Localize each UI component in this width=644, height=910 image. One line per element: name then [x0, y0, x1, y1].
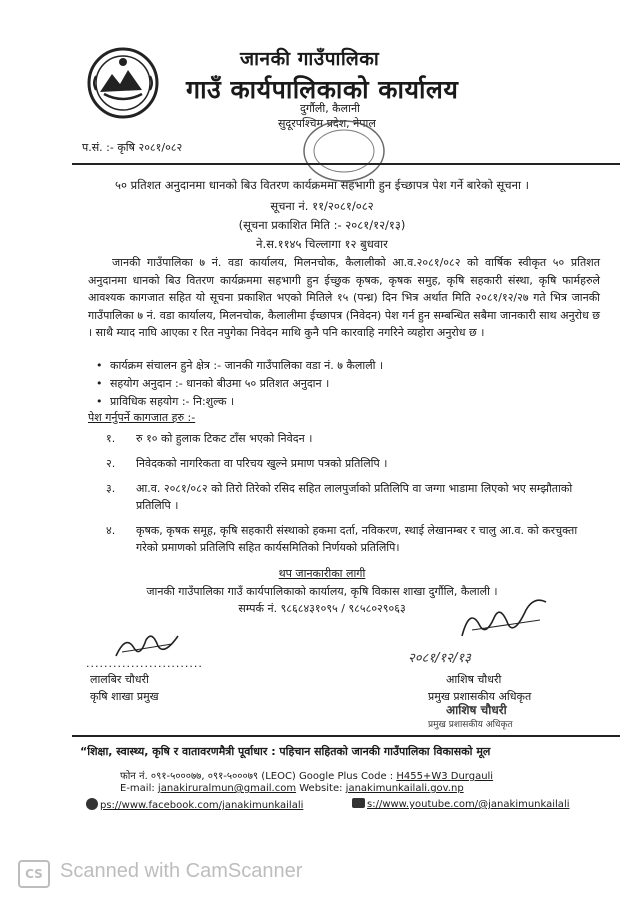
youtube-link[interactable]: s://www.youtube.com/@janakimunkailali: [367, 799, 570, 810]
name-stamp: आशिष चौधरी: [446, 703, 507, 717]
camscanner-logo-icon: CS: [18, 860, 50, 888]
list-item: [106, 430, 596, 447]
nepal-sambat-date: ने.स.११४५ चिल्लागा १२ बुधवार: [256, 237, 388, 251]
notice-subject: ५० प्रतिशत अनुदानमा धानको बिउ वितरण कार्यक्रममा सहभागी हुन ईच्छापत्र पेश गर्ने बारेको सूचना ।: [115, 178, 529, 192]
list-item: • सहयोग अनुदान :- धानको बीउमा ५० प्रतिशत अनुदान ।: [110, 375, 383, 393]
facebook-line: [86, 798, 303, 811]
item-text: आ.व. २०८१/०८२ को तिरो तिरेको रसिद सहित लालपुर्जाको प्रतिलिपि वा जग्गा भाडामा लिएको भए सम्झौताको प्रतिलिपि ।: [136, 482, 573, 512]
list-item: • कार्यक्रम संचालन हुने क्षेत्र :- जानकी गाउँपालिका वडा नं. ७ कैलाली ।: [110, 357, 383, 375]
nepal-emblem-icon: [86, 46, 160, 120]
list-item: [106, 455, 596, 472]
item-number: ४.: [106, 524, 116, 537]
signatory-role-left: कृषि शाखा प्रमुख: [90, 690, 159, 703]
footer-email-line: [120, 783, 464, 794]
facebook-link[interactable]: ps://www.facebook.com/janakimunkailali: [100, 800, 304, 811]
published-date: (सूचना प्रकाशित मिति :- २०८१/१२/१३): [238, 218, 406, 232]
email-label: E-mail:: [120, 783, 155, 794]
address-line-2: सुदूरपश्चिम प्रदेश, नेपाल: [278, 117, 376, 130]
youtube-line: [352, 798, 570, 810]
list-item: • प्राविधिक सहयोग :- नि:शुल्क ।: [110, 393, 383, 411]
signature-date: २०८१/१२/१३: [408, 651, 471, 666]
signature-right-icon: [456, 596, 552, 644]
item-number: २.: [106, 457, 116, 470]
reference-number: प.सं. :- कृषि २०८१/०८२: [82, 141, 183, 154]
website-link[interactable]: janakimunkailali.gov.np: [345, 783, 464, 794]
office-name: गाउँ कार्यपालिकाको कार्यालय: [186, 75, 459, 104]
list-item: [106, 522, 596, 556]
address-line-1: दुर्गौली, कैलानी: [300, 102, 360, 115]
website-label: Website:: [299, 783, 343, 794]
program-details-list: [110, 357, 383, 411]
signatory-name-right: आशिष चौधरी: [446, 673, 502, 686]
email-link[interactable]: janakiruralmun@gmail.com: [157, 783, 297, 794]
item-text: निवेदकको नागरिकता वा परिचय खुल्ने प्रमाण पत्रको प्रतिलिपि ।: [136, 457, 388, 470]
office-address-line: जानकी गाउँपालिका गाउँ कार्यपालिकाको कार्यालय, कृषि विकास शाखा दुर्गौलि, कैलाली ।: [146, 585, 498, 598]
notice-number: सूचना नं. ११/२०८१/०८२: [270, 199, 374, 213]
role-stamp: प्रमुख प्रशासकीय अधिकृत: [428, 720, 513, 730]
documents-heading: पेश गर्नुपर्ने कागजात हरु :-: [88, 411, 196, 424]
signature-line: ..........................: [86, 657, 203, 670]
org-name: जानकी गाउँपालिका: [240, 48, 380, 70]
more-info-heading: थप जानकारीका लागी: [278, 567, 366, 580]
signatory-role-right: प्रमुख प्रशासकीय अधिकृत: [428, 690, 532, 703]
footer-divider: [72, 735, 620, 737]
phone-numbers: फोन नं. ०९१-५०००७७, ०९१-५०००७९ (LEOC) Google Plus Code :: [120, 771, 394, 782]
contact-numbers: सम्पर्क नं. ९८६८४३१०९५ / ९८५८०२९०६३: [238, 602, 406, 615]
footer-slogan: “शिक्षा, स्वास्थ्य, कृषि र वातावरणमैत्री पूर्वाधार : पहिचान सहितको जानकी गाउँपालिका विकासको मूल: [80, 745, 491, 758]
item-text: कृषक, कृषक समूह, कृषि सहकारी संस्थाको हकमा दर्ता, नविकरण, स्थाई लेखानम्बर र चालु आ.व. को करचुक्ता गरेको प्रमाणको प्रतिलिपि सहित कार्यसमितिको निर्णयको प्रतिलिपि।: [136, 524, 578, 554]
youtube-icon: [352, 798, 365, 808]
plus-code: H455+W3 Durgauli: [396, 771, 494, 782]
item-text: रु १० को हुलाक टिकट टाँस भएको निवेदन ।: [136, 432, 313, 445]
list-item: [106, 480, 596, 514]
item-number: ३.: [106, 482, 116, 495]
item-number: १.: [106, 432, 116, 445]
facebook-icon: [86, 798, 98, 810]
camscanner-watermark: Scanned with CamScanner: [60, 860, 303, 882]
signatory-name-left: लालबिर चौधरी: [90, 673, 149, 686]
documents-list: [106, 430, 596, 564]
notice-body: जानकी गाउँपालिका ७ नं. वडा कार्यालय, मिलनचोक, कैलालीको आ.व.२०८१/०८२ को वार्षिक स्वीकृत ५० प्रतिशत अनुदानमा धानको बिउ वितरण कार्यक्रममा सहभागी हुन ईच्छुक कृषक, कृषक समुह, कृषि सहकारी संस्था, कृषि फार्महरुले आवश्यक कागजात सहित यो सूचना प्रकाशित भएको मितिले १५ (पन्ध्र) दिन भित्र अर्थात मिति २०८१/१२/२७ गते भित्र जानकी गाउँपालिका ७ नं. वडा कार्यालय, मिलनचोक, कैलालीमा ईच्छापत्र (निवेदन) पेश गर्न हुन सम्बन्धित सबैमा जानकारी साथ अनुरोध छ । साथै म्याद नाघि आएका र रित नपुगेका निवेदन माथि कुनै पनि कारवाहि नगरिने व्यहोरा अनुरोध छ ।: [88, 256, 600, 340]
footer-phone-line: [120, 768, 493, 782]
header-divider: [72, 163, 620, 165]
